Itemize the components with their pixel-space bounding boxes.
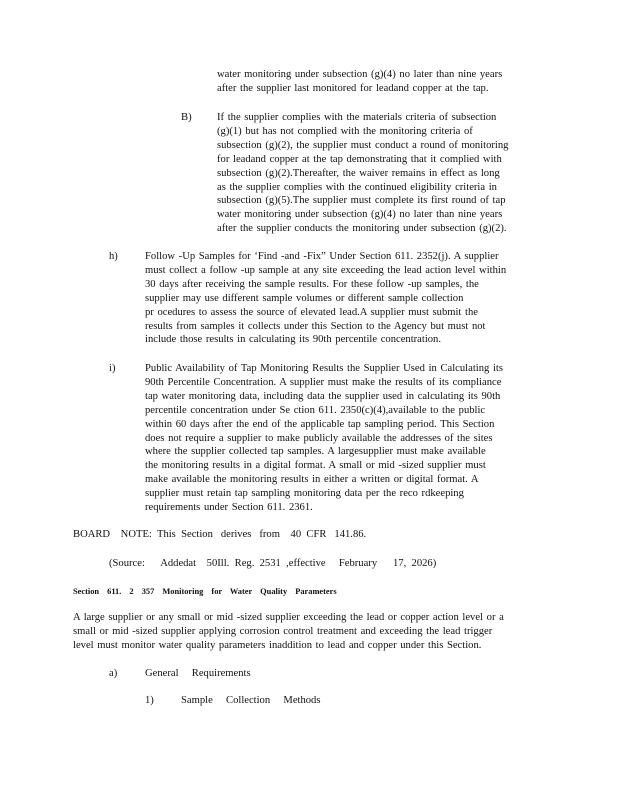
source-note: (Source: Addedat 50Ill. Reg. 2531 ,effective February 17, 2026)	[109, 558, 437, 569]
text-line: water monitoring under subsection (g)(4) no later than nine years	[217, 209, 503, 221]
item-h-label: h)	[109, 251, 118, 262]
text-line: include those results in calculating its 90th percentile concentration.	[145, 334, 442, 346]
text-line: 30 days after receiving the sample results. For these follow -up samples, the	[145, 278, 479, 290]
item-b-label: B)	[181, 112, 192, 123]
continued-paragraph	[217, 68, 533, 96]
item-b-paragraph	[217, 111, 533, 236]
text-line: where the supplier collected tap samples. A largesupplier must make available	[145, 446, 486, 458]
item-a-heading: General Requirements	[145, 668, 251, 679]
text-line: requirements under Section 611. 2361.	[145, 502, 313, 514]
text-line: Follow -Up Samples for ‘Find -and -Fix” Under Section 611. 2352(j). A supplier	[145, 251, 499, 262]
text-line: does not require a supplier to make publicly available the addresses of the sites	[145, 432, 493, 444]
item-i-label: i)	[109, 363, 116, 374]
item-h-paragraph	[145, 250, 537, 347]
text-line: pr ocedures to assess the source of elevated lead.A supplier must submit the	[145, 306, 478, 318]
text-line: within 60 days after the end of the applicable tap sampling period. This Section	[145, 418, 495, 430]
text-line: percentile concentration under Se ction 611. 2350(c)(4),available to the public	[145, 404, 486, 416]
text-line: must collect a follow -up sample at any site exceeding the lead action level within	[145, 264, 507, 276]
text-line: small or mid -sized supplier applying corrosion control treatment and exceeding the lead trigger	[73, 625, 493, 637]
text-line: Public Availability of Tap Monitoring Results the Supplier Used in Calculating its	[145, 363, 503, 374]
section-heading: Section 611. 2 357 Monitoring for Water Quality Parameters	[73, 587, 337, 596]
text-line: supplier may use different sample volumes or different sample collection	[145, 292, 464, 304]
text-line: water monitoring under subsection (g)(4) no later than nine years	[217, 69, 503, 80]
item-i-paragraph	[145, 362, 545, 515]
text-line: as the supplier complies with the continued eligibility criteria in	[217, 181, 497, 193]
item-1-heading: Sample Collection Methods	[181, 695, 321, 706]
text-line: the monitoring results in a digital format. A small or mid -sized supplier must	[145, 460, 486, 472]
section-intro-paragraph	[73, 611, 543, 653]
text-line: A large supplier or any small or mid -sized supplier exceeding the lead or copper action level or a	[73, 612, 504, 623]
text-line: results from samples it collects under this Section to the Agency but must not	[145, 320, 486, 332]
text-line: subsection (g)(2), the supplier must conduct a round of monitoring	[217, 139, 509, 151]
text-line: subsection (g)(5).The supplier must complete its first round of tap	[217, 195, 506, 207]
text-line: If the supplier complies with the materials criteria of subsection	[217, 112, 497, 123]
board-note: BOARD NOTE: This Section derives from 40 CFR 141.86.	[73, 529, 367, 540]
text-line: (g)(1) but has not complied with the monitoring criteria of	[217, 125, 473, 137]
text-line: supplier must retain tap sampling monitoring data per the reco rdkeeping	[145, 488, 464, 500]
text-line: tap water monitoring data, including data the supplier used in calculating its 90th	[145, 390, 501, 402]
item-a-label: a)	[109, 668, 118, 679]
text-line: for leadand copper at the tap demonstrating that it complied with	[217, 153, 502, 165]
text-line: after the supplier last monitored for leadand copper at the tap.	[217, 82, 489, 94]
text-line: 90th Percentile Concentration. A supplier must make the results of its compliance	[145, 376, 502, 388]
item-1-label: 1)	[145, 695, 154, 706]
text-line: make available the monitoring results in either a written or digital format. A	[145, 474, 479, 486]
text-line: level must monitor water quality parameters inaddition to lead and copper under this Section.	[73, 639, 482, 651]
text-line: subsection (g)(2).Thereafter, the waiver remains in effect as long	[217, 167, 500, 179]
text-line: after the supplier conducts the monitoring under subsection (g)(2).	[217, 223, 507, 235]
